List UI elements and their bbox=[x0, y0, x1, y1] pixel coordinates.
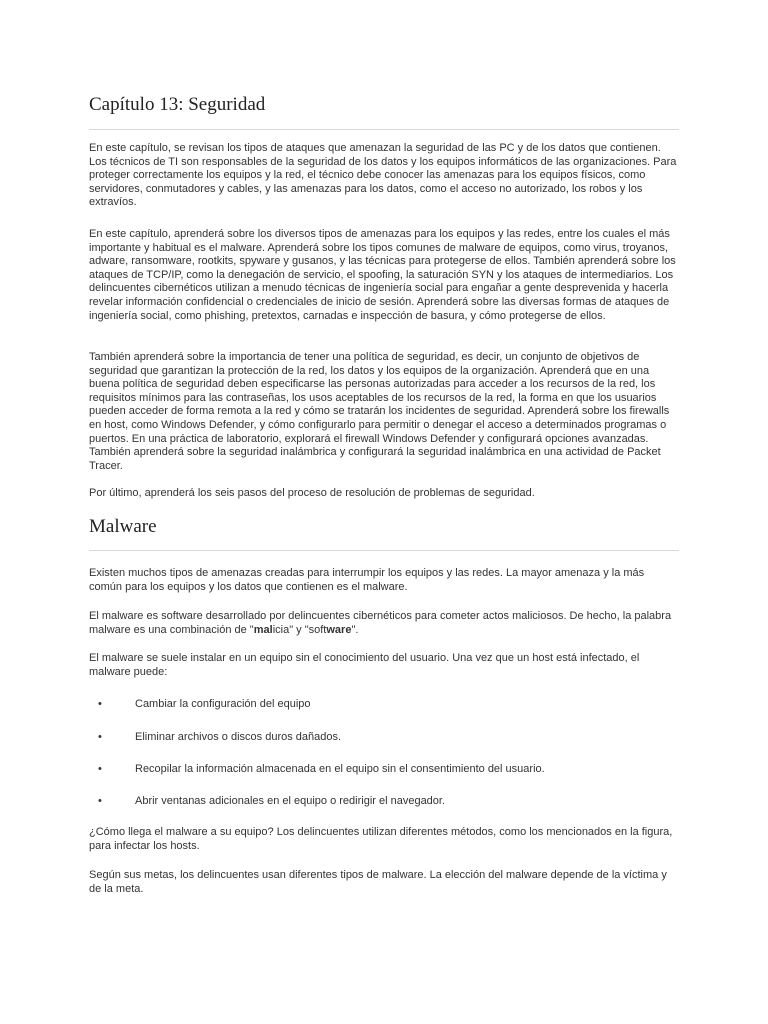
list-item-text: Abrir ventanas adicionales en el equipo o redirigir el navegador. bbox=[135, 795, 446, 807]
list-item-text: Recopilar la información almacenada en el equipo sin el consentimiento del usuario. bbox=[135, 763, 545, 775]
malware-divider bbox=[89, 550, 679, 551]
bullet-icon: • bbox=[98, 763, 102, 775]
definition-bold-ware: ware bbox=[326, 623, 352, 636]
definition-mid: icia" y "soft bbox=[272, 623, 327, 636]
chapter-paragraph-2: En este capítulo, aprenderá sobre los diversos tipos de amenazas para los equipos y las redes, entre los cuales el más importante y habitual es el malware. Aprenderá sobre los tipos comunes de malware de equipos, como virus, troyanos, adware, ransomware, rootkits, spyware y gusanos, y las técnicas para protegerse de ellos. También aprenderá sobre los ataques de TCP/IP, como la denegación de servicio, el spoofing, la saturación SYN y los ataques de intermediarios. Los delincuentes cibernéticos utilizan a menudo técnicas de ingeniería social para engañar a gente desprevenida y hacerla revelar información confidencial o credenciales de inicio de sesión. Aprenderá sobre las diversas formas de ataques de ingeniería social, como phishing, pretextos, carnadas e inspección de basura, y cómo protegerse de ellos. bbox=[89, 228, 676, 322]
malware-intro: Existen muchos tipos de amenazas creadas para interrumpir los equipos y las redes. La mayor amenaza y la más común para los equipos y los datos que contienen es el malware. bbox=[89, 567, 645, 593]
malware-how-arrives: ¿Cómo llega el malware a su equipo? Los delincuentes utilizan diferentes métodos, como los mencionados en la figura, para infectar los hosts. bbox=[89, 826, 673, 852]
bullet-icon: • bbox=[98, 795, 102, 807]
bullet-icon: • bbox=[98, 698, 102, 710]
chapter-paragraph-1: En este capítulo, se revisan los tipos de ataques que amenazan la seguridad de las PC y de los datos que contienen. Los técnicos de TI son responsables de la seguridad de los datos y los equipos informáticos de las organizaciones. Para proteger correctamente los equipos y la red, el técnico debe conocer las amenazas para los equipos físicos, como servidores, conmutadores y cables, y las amenazas para los datos, como el acceso no autorizado, los robos y los extravíos. bbox=[89, 142, 677, 209]
malware-can-do-intro: El malware se suele instalar en un equipo sin el conocimiento del usuario. Una vez que un host está infectado, el malware puede: bbox=[89, 652, 640, 678]
definition-lead: El malware es software desarrollado por delincuentes cibernéticos para cometer actos maliciosos. De hecho, la palabra malware es una combinación de " bbox=[89, 610, 672, 636]
malware-title: Malware bbox=[89, 516, 157, 537]
list-item-text: Eliminar archivos o discos duros dañados. bbox=[135, 731, 342, 743]
chapter-title: Capítulo 13: Seguridad bbox=[89, 94, 266, 115]
list-item-text: Cambiar la configuración del equipo bbox=[135, 698, 311, 710]
chapter-paragraph-3: También aprenderá sobre la importancia de tener una política de seguridad, es decir, un conjunto de objetivos de seguridad que garantizan la protección de la red, los datos y los equipos de la organización. Aprenderá que en una buena política de seguridad deben especificarse las personas autorizadas para acceder a los recursos de la red, los requisitos mínimos para las contraseñas, los usos aceptables de los recursos de la red, la forma en que los usuarios pueden acceder de forma remota a la red y cómo se tratarán los incidentes de seguridad. Aprenderá sobre los firewalls en host, como Windows Defender, y cómo configurarlo para permitir o denegar el acceso a determinados programas o puertos. En una práctica de laboratorio, explorará el firewall Windows Defender y configurará opciones avanzadas. También aprenderá sobre la seguridad inalámbrica y configurará la seguridad inalámbrica en una actividad de Packet Tracer. bbox=[89, 351, 670, 472]
chapter-paragraph-4: Por último, aprenderá los seis pasos del proceso de resolución de problemas de seguridad. bbox=[89, 487, 535, 499]
bullet-icon: • bbox=[98, 731, 102, 743]
malware-definition bbox=[89, 610, 679, 637]
definition-tail: ". bbox=[351, 623, 359, 636]
malware-goals: Según sus metas, los delincuentes usan diferentes tipos de malware. La elección del malware depende de la víctima y de la meta. bbox=[89, 869, 667, 895]
title-divider bbox=[89, 129, 679, 130]
definition-bold-mal: mal bbox=[253, 623, 273, 636]
